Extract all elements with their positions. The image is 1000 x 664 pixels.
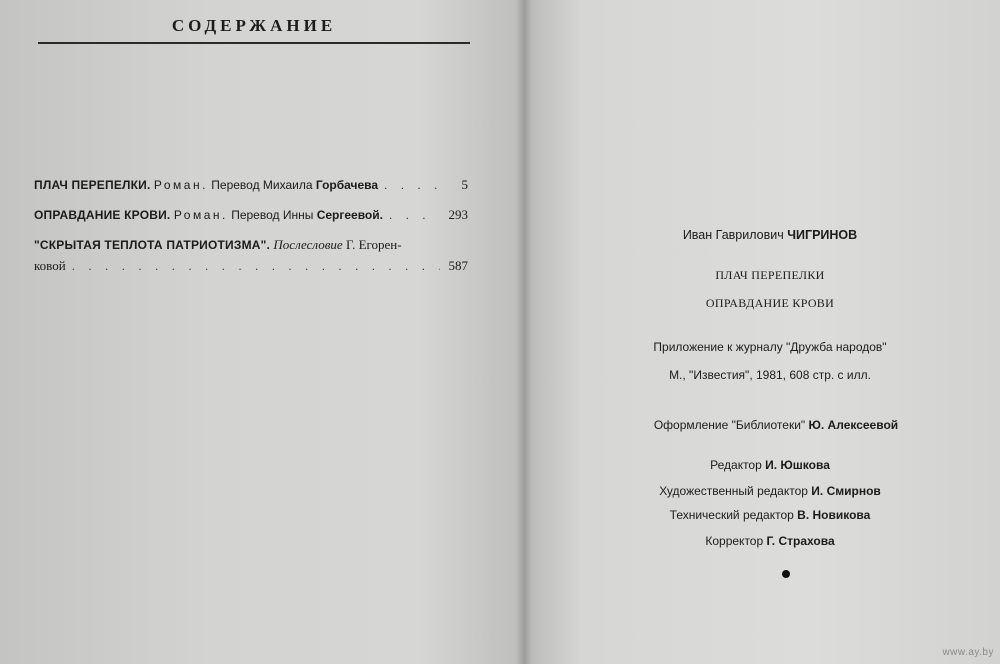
- right-page: [524, 0, 1000, 664]
- credit-role: Редактор: [710, 458, 762, 472]
- credit-role: Художественный редактор: [659, 484, 808, 498]
- toc-line: [34, 236, 468, 254]
- author-name: Иван Гаврилович: [682, 228, 784, 242]
- art-editor-credit: [560, 484, 980, 498]
- toc-entry-genre: Роман.: [153, 178, 208, 192]
- toc-line: [34, 176, 468, 194]
- toc-leader-dots: [389, 207, 440, 224]
- toc-entry-author: Г. Егорен-: [346, 237, 402, 252]
- toc-entry-translator: Сергеевой.: [316, 208, 383, 222]
- toc-entry-2: [34, 206, 468, 224]
- toc-entry-afterword: Послесловие: [273, 237, 343, 252]
- supplement-note: Приложение к журналу "Дружба народов": [653, 340, 887, 354]
- toc-entry-page: 587: [448, 258, 468, 273]
- toc-entry-page: 293: [448, 207, 468, 222]
- author-surname: ЧИГРИНОВ: [787, 228, 858, 242]
- toc-entry-title: ПЛАЧ ПЕРЕПЕЛКИ.: [34, 178, 151, 192]
- credit-name: Г. Страхова: [766, 534, 835, 548]
- imprint-author: [560, 228, 980, 242]
- toc-entry-translator: Горбачева: [315, 178, 379, 192]
- credit-role: Корректор: [705, 534, 764, 548]
- toc-entry-genre: Роман.: [173, 208, 228, 222]
- toc-leader-dots: [72, 258, 440, 275]
- editor-credit: [560, 458, 980, 472]
- toc-entry-1: [34, 176, 468, 194]
- toc-leader-dots: [384, 177, 440, 194]
- contents-rule: [38, 42, 470, 44]
- design-name: Ю. Алексеевой: [808, 418, 899, 432]
- toc-entry-translation: Перевод Михаила: [211, 178, 313, 192]
- toc-entry-title: "СКРЫТАЯ ТЕПЛОТА ПАТРИОТИЗМА".: [34, 238, 271, 252]
- site-watermark: www.ay.by: [942, 647, 994, 658]
- contents-heading: СОДЕРЖАНИЕ: [171, 16, 337, 35]
- publication-info: М., "Известия", 1981, 608 стр. с илл.: [669, 368, 871, 382]
- toc-entry-translation: Перевод Инны: [231, 208, 314, 222]
- design-credit: [560, 418, 992, 432]
- book-title-2: ОПРАВДАНИЕ КРОВИ: [705, 296, 835, 310]
- proofreader-credit: [560, 534, 980, 548]
- toc-line: [34, 206, 468, 224]
- book-gutter: [516, 0, 532, 664]
- credit-name: И. Юшкова: [765, 458, 830, 472]
- credit-name: В. Новикова: [797, 508, 871, 522]
- toc-entry-title: ОПРАВДАНИЕ КРОВИ.: [34, 208, 171, 222]
- tech-editor-credit: [560, 508, 980, 522]
- toc-entry-3: [34, 236, 468, 275]
- book-title-1: ПЛАЧ ПЕРЕПЕЛКИ: [715, 268, 825, 282]
- toc-entry-page: 5: [461, 177, 468, 192]
- credit-role: Технический редактор: [669, 508, 794, 522]
- toc-entry-author-cont: ковой: [34, 258, 66, 273]
- credit-name: И. Смирнов: [811, 484, 881, 498]
- design-prefix: Оформление "Библиотеки": [653, 418, 806, 432]
- bullet-dot: [782, 570, 790, 578]
- toc-line: [34, 257, 468, 275]
